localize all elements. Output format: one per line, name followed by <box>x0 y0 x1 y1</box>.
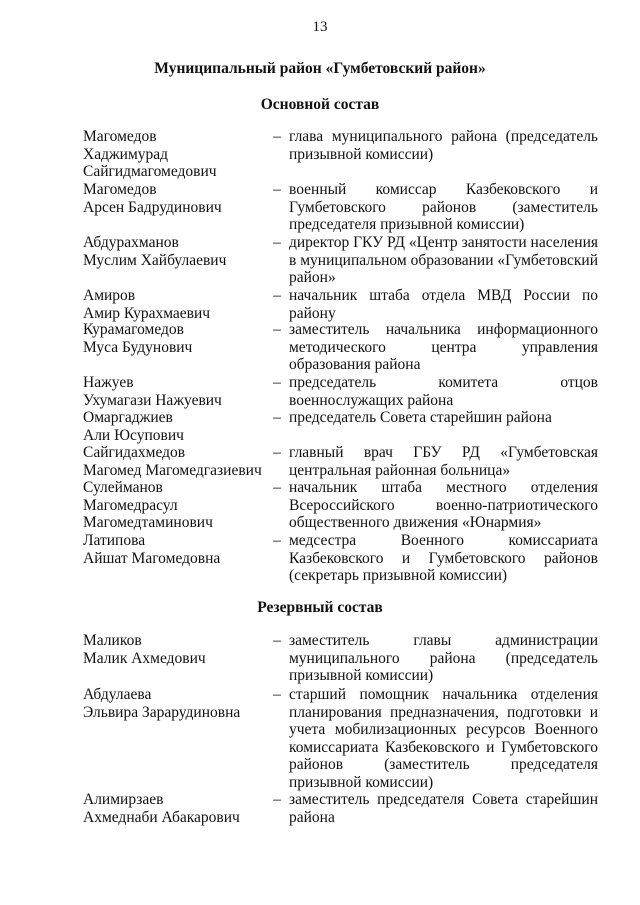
member-name: Маликов Малик Ахмедович <box>83 632 206 667</box>
member-name: Нажуев Ухумагази Нажуевич <box>83 374 222 409</box>
dash: – <box>273 128 281 145</box>
dash: – <box>273 444 281 461</box>
member-role: медсестра Военного комиссариата Казбековского и Гумбетовского районов (секретарь призывной комиссии) <box>289 532 598 585</box>
member-role: директор ГКУ РД «Центр занятости населения в муниципальном образовании «Гумбетовский район» <box>289 234 598 287</box>
dash: – <box>273 791 281 808</box>
member-name: Сулейманов Магомедрасул Магомедтаминович <box>83 479 213 532</box>
member-name: Абдурахманов Муслим Хайбулаевич <box>83 234 227 269</box>
member-role: председатель Совета старейшин района <box>289 409 552 426</box>
dash: – <box>273 234 281 251</box>
member-name: Магомедов Хаджимурад Сайгидмагомедович <box>83 128 217 181</box>
dash: – <box>273 686 281 703</box>
main-section-title: Основной состав <box>260 96 380 113</box>
member-role: глава муниципального района (председатель призывной комиссии) <box>289 128 598 163</box>
member-role: начальник штаба местного отделения Всероссийского военно-патриотического общественного движения «Юнармия» <box>289 479 598 532</box>
member-name: Амиров Амир Курахмаевич <box>83 287 211 322</box>
dash: – <box>273 287 281 304</box>
member-name: Курамагомедов Муса Будунович <box>83 321 193 356</box>
member-role: заместитель председателя Совета старейшин района <box>289 791 598 826</box>
dash: – <box>273 321 281 338</box>
member-role: заместитель главы администрации муниципального района (председатель призывной комиссии) <box>289 632 598 685</box>
reserve-section-title: Резервный состав <box>257 599 383 616</box>
member-name: Латипова Айшат Магомедовна <box>83 532 221 567</box>
member-name: Абдулаева Эльвира Зарарудиновна <box>83 686 241 721</box>
member-role: председатель комитета отцов военнослужащих района <box>289 374 598 409</box>
member-role: заместитель начальника информационного методического центра управления образования района <box>289 321 598 374</box>
member-role: военный комиссар Казбековского и Гумбетовского районов (заместитель председателя призывной комиссии) <box>289 181 598 234</box>
member-role: старший помощник начальника отделения планирования предназначения, подготовки и учета мобилизационных ресурсов Военного комиссариата Казбековского и Гумбетовского районов (заместитель председателя призывной комиссии) <box>289 686 598 791</box>
member-name: Магомедов Арсен Бадрудинович <box>83 181 222 216</box>
dash: – <box>273 532 281 549</box>
dash: – <box>273 409 281 426</box>
member-name: Алимирзаев Ахмеднаби Абакарович <box>83 791 240 826</box>
district-title: Муниципальный район «Гумбетовский район» <box>154 60 486 77</box>
member-name: Сайгидахмедов Магомед Магомедгазиевич <box>83 444 262 479</box>
dash: – <box>273 374 281 391</box>
member-name: Омаргаджиев Али Юсупович <box>83 409 184 444</box>
page-number: 13 <box>312 19 328 35</box>
dash: – <box>273 181 281 198</box>
dash: – <box>273 479 281 496</box>
member-role: главный врач ГБУ РД «Гумбетовская центральная районная больница» <box>289 444 598 479</box>
dash: – <box>273 632 281 649</box>
member-role: начальник штаба отдела МВД России по району <box>289 287 598 322</box>
